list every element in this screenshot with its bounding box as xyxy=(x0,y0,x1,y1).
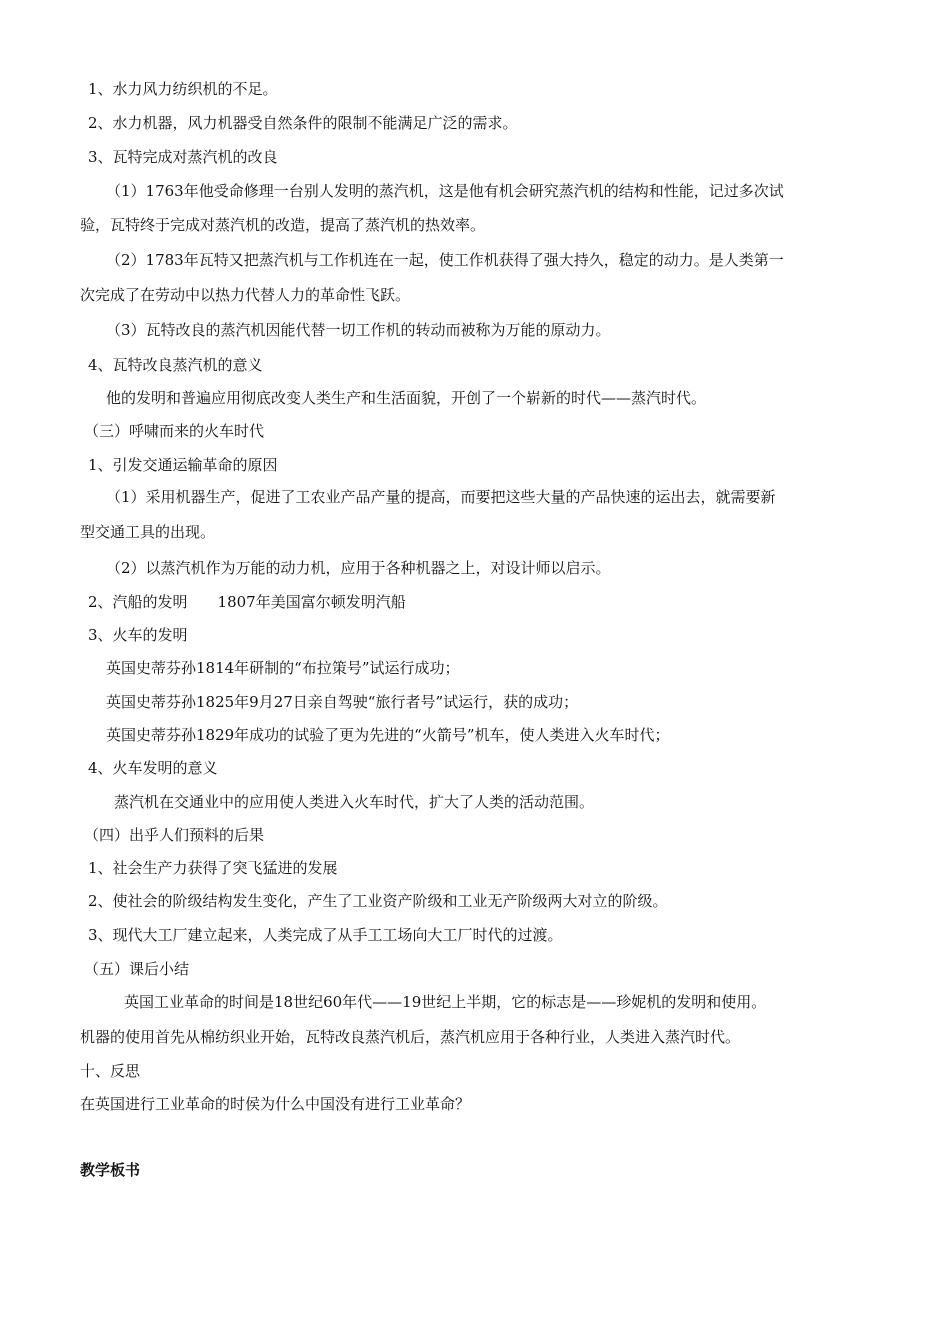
text-line: 1、水力风力纺织机的不足。 xyxy=(88,80,278,98)
text-line: 英国史蒂芬孙1814年研制的“布拉策号”试运行成功； xyxy=(106,659,460,677)
text-line: 次完成了在劳动中以热力代替人力的革命性飞跃。 xyxy=(80,286,411,304)
text-line: 2、汽船的发明 1807年美国富尔顿发明汽船 xyxy=(88,593,406,611)
text-line: 2、使社会的阶级结构发生变化，产生了工业资产阶级和工业无产阶级两大对立的阶级。 xyxy=(88,892,668,910)
text-line: 3、现代大工厂建立起来，人类完成了从手工工场向大工厂时代的过渡。 xyxy=(88,926,563,944)
text-line: （3）瓦特改良的蒸汽机因能代替一切工作机的转动而被称为万能的原动力。 xyxy=(106,321,611,339)
text-line: 1、引发交通运输革命的原因 xyxy=(88,456,278,474)
text-line: 在英国进行工业革命的时侯为什么中国没有进行工业革命？ xyxy=(80,1095,471,1113)
text-line: （1）采用机器生产，促进了工农业产品产量的提高，而要把这些大量的产品快速的运出去，就需要新 xyxy=(106,488,776,506)
board-heading: 教学板书 xyxy=(80,1161,141,1179)
text-line: 3、瓦特完成对蒸汽机的改良 xyxy=(88,148,278,166)
section-heading: 十、反思 xyxy=(80,1062,141,1080)
text-line: 4、火车发明的意义 xyxy=(88,759,218,777)
text-line: 验，瓦特终于完成对蒸汽机的改造，提高了蒸汽机的热效率。 xyxy=(80,216,486,234)
section-heading: （四）出乎人们预料的后果 xyxy=(84,826,265,844)
text-line: （2）1783年瓦特又把蒸汽机与工作机连在一起，使工作机获得了强大持久，稳定的动力。是人类第一 xyxy=(106,251,784,269)
section-heading: （三）呼啸而来的火车时代 xyxy=(84,422,265,440)
text-line: 1、社会生产力获得了突飞猛进的发展 xyxy=(88,859,338,877)
text-line: 4、瓦特改良蒸汽机的意义 xyxy=(88,356,263,374)
text-line: 机器的使用首先从棉纺织业开始，瓦特改良蒸汽机后，蒸汽机应用于各种行业，人类进入蒸汽时代。 xyxy=(80,1028,741,1046)
text-line: 型交通工具的出现。 xyxy=(80,523,216,541)
text-line: （1）1763年他受命修理一台别人发明的蒸汽机，这是他有机会研究蒸汽机的结构和性能，记过多次试 xyxy=(106,182,784,200)
text-line: 2、水力机器，风力机器受自然条件的限制不能满足广泛的需求。 xyxy=(88,114,518,132)
text-line: 英国史蒂芬孙1825年9月27日亲自驾驶“旅行者号”试运行，获的成功； xyxy=(106,693,579,711)
text-line: 蒸汽机在交通业中的应用使人类进入火车时代，扩大了人类的活动范围。 xyxy=(114,793,595,811)
text-line: （2）以蒸汽机作为万能的动力机，应用于各种机器之上，对设计师以启示。 xyxy=(106,559,611,577)
text-line: 英国工业革命的时间是18世纪60年代——19世纪上半期，它的标志是——珍妮机的发明和使用。 xyxy=(124,993,767,1011)
section-heading: （五）课后小结 xyxy=(84,960,190,978)
text-line: 英国史蒂芬孙1829年成功的试验了更为先进的“火箭号”机车，使人类进入火车时代； xyxy=(106,726,670,744)
text-line: 3、火车的发明 xyxy=(88,626,188,644)
text-line: 他的发明和普遍应用彻底改变人类生产和生活面貌，开创了一个崭新的时代——蒸汽时代。 xyxy=(106,389,707,407)
